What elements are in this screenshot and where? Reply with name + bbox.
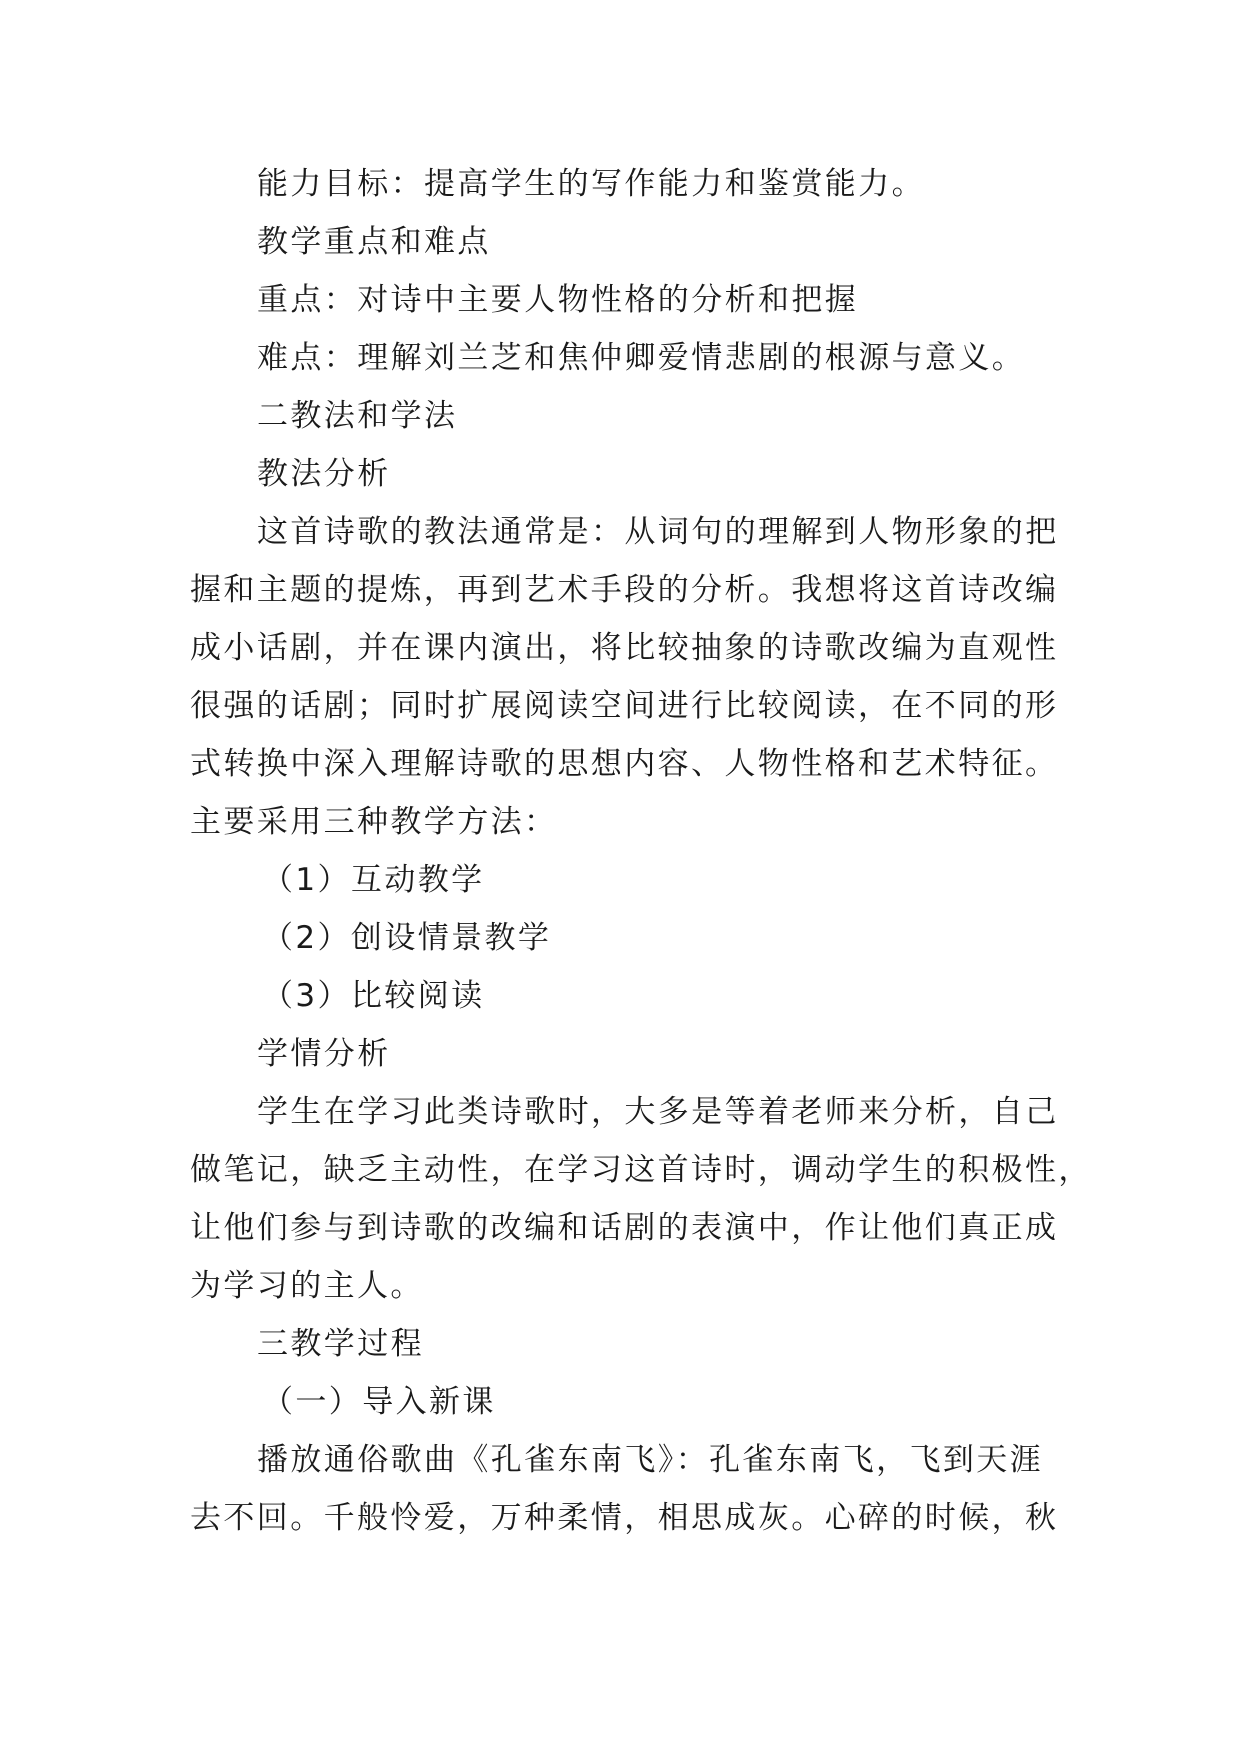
method-list-item: （3）比较阅读 [262,978,485,1014]
section-two-heading: 二教法和学法 [257,398,458,434]
paragraph-line: 很强的话剧；同时扩展阅读空间进行比较阅读，在不同的形 [190,688,1059,724]
student-analysis-heading: 学情分析 [257,1036,391,1072]
paragraph-line: 让他们参与到诗歌的改编和话剧的表演中，作让他们真正成 [190,1210,1059,1246]
paragraph-line: 主要采用三种教学方法： [190,804,558,840]
paragraph-line: 握和主题的提炼，再到艺术手段的分析。我想将这首诗改编 [190,572,1059,608]
paragraph-line: 做笔记，缺乏主动性，在学习这首诗时，调动学生的积极性， [190,1152,1092,1188]
paragraph-line: 为学习的主人。 [190,1268,424,1304]
key-point-line: 重点：对诗中主要人物性格的分析和把握 [257,282,859,318]
method-list-item: （1）互动教学 [262,862,485,898]
paragraph-line: 播放通俗歌曲《孔雀东南飞》：孔雀东南飞，飞到天涯 [257,1442,1044,1478]
paragraph-line: 这首诗歌的教法通常是：从词句的理解到人物形象的把 [257,514,1059,550]
ability-goal-line: 能力目标：提高学生的写作能力和鉴赏能力。 [257,166,925,202]
paragraph-line: 去不回。千般怜爱，万种柔情，相思成灰。心碎的时候，秋 [190,1500,1059,1536]
paragraph-line: 式转换中深入理解诗歌的思想内容、人物性格和艺术特征。 [190,746,1059,782]
section-three-heading: 三教学过程 [257,1326,424,1362]
subsection-heading: （一）导入新课 [262,1384,496,1420]
paragraph-line: 成小话剧，并在课内演出，将比较抽象的诗歌改编为直观性 [190,630,1059,666]
paragraph-line: 学生在学习此类诗歌时，大多是等着老师来分析，自己 [257,1094,1059,1130]
difficult-point-line: 难点：理解刘兰芝和焦仲卿爱情悲剧的根源与意义。 [257,340,1026,376]
key-difficult-heading: 教学重点和难点 [257,224,491,260]
teaching-method-heading: 教法分析 [257,456,391,492]
method-list-item: （2）创设情景教学 [262,920,552,956]
